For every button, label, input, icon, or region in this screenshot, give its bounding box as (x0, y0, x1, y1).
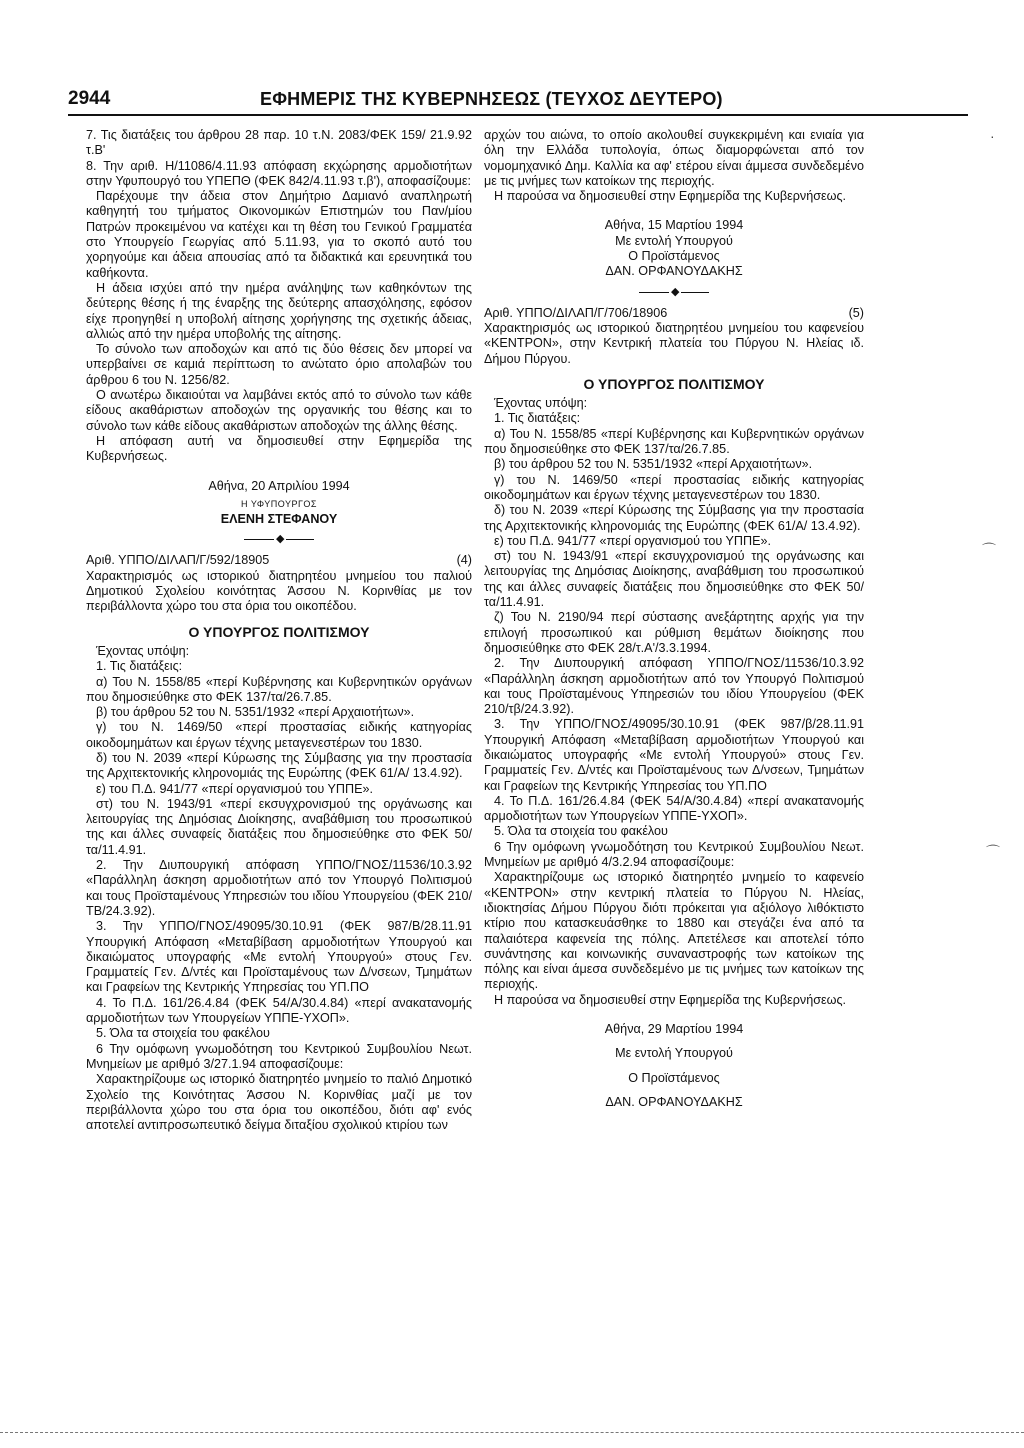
list-item: 5. Όλα τα στοιχεία του φακέλου (96, 1026, 270, 1041)
list-item: 6 Την ομόφωνη γνωμοδότηση του Κεντρικού Συμβουλίου Νεωτ. Μνημείων με αριθμό 3/27.1.94 αποφασίζουμε: (86, 1041, 472, 1071)
list-item: 2. Την Διυπουργική απόφαση ΥΠΠΟ/ΓΝΟΣ/11536/10.3.92 «Παράλληλη άσκηση αρμοδιοτήτων από τον Υπουργό Πολιτισμού και τους Προϊσταμένους Υπηρεσιών του ιδίου Υπουργείου (ΦΕΚ 210/τβ/24.3.92). (484, 656, 864, 717)
list-item: δ) του Ν. 2039 «περί Κύρωσης της Σύμβασης για την προστασία της Αρχιτεκτονικής κληρονομιάς της Ευρώπης (ΦΕΚ 61/Α/ 13.4.92). (86, 750, 472, 781)
decision-reference: Αριθ. ΥΠΠΟ/ΔΙΛΑΠ/Γ/706/18906 (484, 305, 668, 320)
list-item: ε) του Π.Δ. 941/77 «περί οργανισμού του ΥΠΠΕ». (494, 533, 771, 548)
paragraph: Η παρούσα να δημοσιευθεί στην Εφημερίδα της Κυβερνήσεως. (494, 189, 847, 204)
list-item: ζ) Του Ν. 2190/94 περί σύστασης ανεξάρτητης αρχής για την επιλογή προσωπικού και ρύθμιση θεμάτων διοίκησης που δημοσιεύθηκε στο ΦΕΚ 28/τ.Α'/3.3.1994. (484, 610, 864, 655)
decision-number: (5) (848, 305, 864, 320)
list-item: 3. Την ΥΠΠΟ/ΓΝΟΣ/49095/30.10.91 (ΦΕΚ 987/β/28.11.91 Υπουργική Απόφαση «Μεταβίβαση αρμοδιοτήτων Υπουργού και δικαιώματος υπογραφής «Με εντολή Υπουργού» στους Γεν. Γραμματείς Γεν. Δ/ντές και Προϊσταμένους των Δ/νσεων, Τμημάτων και Γραφείων της Κεντρικής Υπηρεσίας του ΥΠ.ΠΟ (484, 717, 864, 793)
scan-mark: ⌒ (986, 844, 1000, 860)
paragraph: Παρέχουμε την άδεια στον Δημήτριο Δαμιανό αναπληρωτή καθηγητή του τμήματος Οικονομικών Επιστημών του Παν/μίου Πατρών προκειμένου να κατέχει και τη θέση του Γενικού Γραμματέα στο Υπουργείο Γεωργίας από 5.11.93, για το σκοπό αυτό του χορηγούμε και άδεια απουσίας από τα διδακτικά και ερευνητικά του καθήκοντα. (86, 189, 472, 280)
decision-number: (4) (456, 553, 472, 568)
decision-header (484, 306, 864, 321)
paragraph: 7. Τις διατάξεις του άρθρου 28 παρ. 10 τ.Ν. 2083/ΦΕΚ 159/ 21.9.92 τ.Β' (86, 128, 472, 158)
list-item: 6 Την ομόφωνη γνωμοδότηση του Κεντρικού Συμβουλίου Νεωτ. Μνημείων με αριθμό 4/3.2.94 αποφασίζουμε: (484, 839, 864, 870)
signature-date: Αθήνα, 20 Απριλίου 1994 (208, 478, 350, 493)
list-item: β) του άρθρου 52 του Ν. 5351/1932 «περί Αρχαιοτήτων». (494, 457, 813, 472)
list-item: 3. Την ΥΠΠΟ/ΓΝΟΣ/49095/30.10.91 (ΦΕΚ 987/Β/28.11.91 Υπουργική Απόφαση «Μεταβίβαση αρμοδιοτήτων Υπουργού και δικαιώματος υπογραφής «Με εντολή Υπουργού» στους Γεν. Γραμματείς Γεν. Δ/ντές και Προϊσταμένους των Δ/νσεων, Τμημάτων και Γραφείων της Κεντρικής Υπηρεσίας του ΥΠ.ΠΟ (86, 919, 472, 995)
paragraph: 8. Την αριθ. Η/11086/4.11.93 απόφαση εκχώρησης αρμοδιοτήτων στην Υφυπουργό του ΥΠΕΠΘ (ΦΕΚ 842/4.11.93 τ.β'), αποφασίζουμε: (86, 158, 472, 188)
paragraph: Έχοντας υπόψη: (494, 396, 588, 411)
list-item: 5. Όλα τα στοιχεία του φακέλου (494, 824, 668, 839)
section-heading: Ο ΥΠΟΥΡΓΟΣ ΠΟΛΙΤΙΣΜΟΥ (188, 623, 370, 640)
list-item: 2. Την Διυπουργική απόφαση ΥΠΠΟ/ΓΝΟΣ/11536/10.3.92 «Παράλληλη άσκηση αρμοδιοτήτων από τον Υπουργό Πολιτισμού και τους Προϊσταμένους Υπηρεσιών του ιδίου Υπουργείου (ΦΕΚ 210/ΤΒ/24.3.92). (86, 858, 472, 918)
signature-line: Ο Προϊστάμενος (628, 1070, 720, 1085)
scan-mark: ⌒ (982, 542, 996, 558)
list-item: ε) του Π.Δ. 941/77 «περί οργανισμού του ΥΠΠΕ». (96, 781, 373, 796)
signature-name: ΔΑΝ. ΟΡΦΑΝΟΥΔΑΚΗΣ (605, 1094, 743, 1109)
page-number: 2944 (68, 88, 111, 109)
list-item: 1. Τις διατάξεις: (96, 659, 183, 674)
signature-name: ΕΛΕΝΗ ΣΤΕΦΑΝΟΥ (220, 512, 338, 527)
signature-line: Ο Προϊστάμενος (628, 249, 720, 264)
signature-name: ΔΑΝ. ΟΡΦΑΝΟΥΔΑΚΗΣ (605, 264, 743, 279)
signature-title: Η ΥΦΥΠΟΥΡΓΟΣ (241, 498, 317, 509)
list-item: στ) του Ν. 1943/91 «περί εκσυγχρονισμού της οργάνωσης και λειτουργίας της Δημόσιας Διοίκησης, αναβάθμιση του προσωπικού της και άλλες συναφείς διατάξεις που δημοσιεύθηκε στο ΦΕΚ 50/τα/11.4.91. (86, 796, 472, 857)
paragraph: Το σύνολο των αποδοχών και από τις δύο θέσεις δεν μπορεί να υπερβαίνει σε καμιά περίπτωση το ανώτατο όριο απολαβών του άρθρου 6 του Ν. 1256/82. (86, 342, 472, 387)
paragraph: αρχών του αιώνα, το οποίο ακολουθεί συγκεκριμένη και ενιαία για όλη την Ελλάδα τυπολογία, όπως διαμορφώνεται από τον νομομηχανικό Δημ. Καλλία κα αφ' ετέρου είναι άμμεσα συνδεδεμένο με τις μνήμες των κατοίκων της περιοχής. (484, 128, 864, 188)
signature-line: Με εντολή Υπουργού (615, 233, 733, 248)
signature-date: Αθήνα, 15 Μαρτίου 1994 (604, 218, 744, 233)
right-column (484, 128, 864, 1110)
page-header (68, 88, 968, 116)
paragraph: Ο ανωτέρω δικαιούται να λαμβάνει εκτός από το σύνολο των κάθε είδους ακαθάριστων αποδοχών της οργανικής του θέσης και το σύνολο των κάθε είδους ακαθάριστων αποδοχών της άλλης θέσης. (86, 388, 472, 433)
list-item: β) του άρθρου 52 του Ν. 5351/1932 «περί Αρχαιοτήτων». (96, 705, 415, 720)
paragraph: Η άδεια ισχύει από την ημέρα ανάληψης των καθηκόντων της δεύτερης θέσης ή της έναρξης της δεύτερης απασχόλησης, εφόσον είχε προηγηθεί η υποβολή αίτησης χορήγησης της σχετικής άδειας, αλλιώς από την ημέρα υποβολής της αίτησης. (86, 280, 472, 341)
list-item: δ) του Ν. 2039 «περί Κύρωσης της Σύμβασης για την προστασία της Αρχιτεκτονικής κληρονομιάς της Ευρώπης (ΦΕΚ 61/Α/ 13.4.92). (484, 503, 864, 533)
paragraph: Η παρούσα να δημοσιευθεί στην Εφημερίδα της Κυβερνήσεως. (494, 992, 847, 1007)
signature-line: Με εντολή Υπουργού (615, 1046, 733, 1061)
list-item: α) Του Ν. 1558/85 «περί Κυβέρνησης και Κυβερνητικών οργάνων που δημοσιεύθηκε στο ΦΕΚ 137/τα/26.7.85. (484, 426, 864, 457)
list-item: α) Του Ν. 1558/85 «περί Κυβέρνησης και Κυβερνητικών οργάνων που δημοσιεύθηκε στο ΦΕΚ 137/τα/26.7.85. (86, 674, 472, 704)
decision-header (86, 553, 472, 568)
left-column (86, 128, 472, 1133)
paragraph: Χαρακτηρίζουμε ως ιστορικό διατηρητέο μνημείο το καφενείο «ΚΕΝΤΡΟΝ» στην κεντρική πλατεία το Πύργου Ν. Ηλείας, ιδιοκτησίας Δήμου Πύργου διότι πρόκειται για αξιόλογο λιθόκτιστο κτίριο που κατασκευάσθηκε το 1880 και στεγάζει ένα από τα παλαιότερα καφενεία της πόλης. Απετέλεσε και αποτελεί τόπο συνάντησης και κοινωνικής συναναστροφής των κατοίκων της πόλης και είναι άμεσα συνδεδεμένο με τις μνήμες των κατοίκων της περιοχής. (484, 870, 864, 992)
section-separator: ◆ (639, 286, 709, 300)
paragraph: Η απόφαση αυτή να δημοσιευθεί στην Εφημερίδα της Κυβερνήσεως. (86, 433, 472, 464)
paragraph: Έχοντας υπόψη: (96, 643, 190, 658)
decision-reference: Αριθ. ΥΠΠΟ/ΔΙΛΑΠ/Γ/592/18905 (86, 553, 270, 568)
scan-speck: · (990, 128, 995, 144)
section-heading: Ο ΥΠΟΥΡΓΟΣ ΠΟΛΙΤΙΣΜΟΥ (583, 375, 765, 392)
decision-summary: Χαρακτηρισμός ως ιστορικού διατηρητέου μνημείου του καφενείου «ΚΕΝΤΡΟΝ», στην Κεντρική πλατεία του Πύργου Ν. Ηλείας ιδ. Δήμου Πύργου. (484, 320, 864, 366)
list-item: 1. Τις διατάξεις: (494, 411, 581, 426)
list-item: 4. Το Π.Δ. 161/26.4.84 (ΦΕΚ 54/Α/30.4.84) «περί ανακατανομής αρμοδιοτήτων των Υπουργείων ΥΠΠΕ-ΥΧΟΠ». (86, 995, 472, 1026)
list-item: γ) του Ν. 1469/50 «περί προστασίας ειδικής κατηγορίας οικοδομημάτων και έργων τέχνης μεταγενεστέρων του 1830. (86, 720, 472, 750)
signature-date: Αθήνα, 29 Μαρτίου 1994 (604, 1022, 744, 1037)
scan-edge (0, 1432, 1024, 1433)
gazette-title: ΕΦΗΜΕΡΙΣ ΤΗΣ ΚΥΒΕΡΝΗΣΕΩΣ (ΤΕΥΧΟΣ ΔΕΥΤΕΡΟ) (260, 89, 723, 109)
section-separator: ◆ (244, 533, 314, 547)
list-item: γ) του Ν. 1469/50 «περί προστασίας ειδικής κατηγορίας οικοδομημάτων και έργων τέχνης μεταγενεστέρων του 1830. (484, 472, 864, 502)
decision-summary: Χαρακτηρισμός ως ιστορικού διατηρητέου μνημείου του παλιού Δημοτικού Σχολείου κοινότητας Άσσου Ν. Κορινθίας με τον περιβάλλοντα χώρο του στα όρια του οικοπέδου. (86, 568, 472, 614)
list-item: 4. Το Π.Δ. 161/26.4.84 (ΦΕΚ 54/Α/30.4.84) «περί ανακατανομής αρμοδιοτήτων των Υπουργείων ΥΠΠΕ-ΥΧΟΠ». (484, 793, 864, 824)
list-item: στ) του Ν. 1943/91 «περί εκσυγχρονισμού της οργάνωσης και λειτουργίας της Δημόσιας Διοίκησης, αναβάθμιση του προσωπικού της και άλλες συναφείς διατάξεις που δημοσιεύθηκε στο ΦΕΚ 50/τα/11.4.91. (484, 549, 864, 610)
paragraph: Χαρακτηρίζουμε ως ιστορικό διατηρητέο μνημείο το παλιό Δημοτικό Σχολείο της Κοινότητας Άσσου Ν. Κορινθίας μαζί με τον περιβάλλοντα χώρο του στα όρια του οικοπέδου, διότι αφ' ενός αποτελεί αντιπροσωπευτικό δείγμα διταξίου σχολικού κτιρίου των (86, 1072, 472, 1133)
